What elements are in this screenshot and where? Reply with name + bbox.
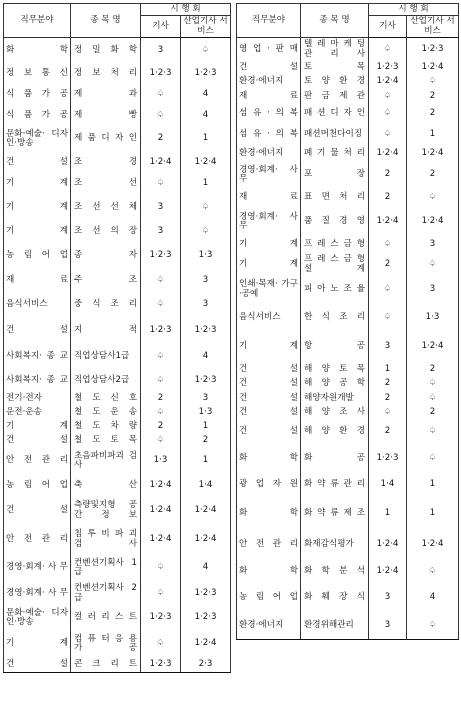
row-sanup: 1·2·4 (407, 332, 459, 363)
table-row (4, 525, 231, 555)
row-sanup: 2 (407, 406, 459, 420)
row-subject: 직업상담사2급 (71, 370, 141, 392)
row-sanup: 1 (181, 420, 231, 434)
table-row (4, 631, 231, 658)
row-gisa: 2 (369, 254, 407, 276)
row-gisa: 1·2·4 (141, 152, 181, 174)
table-row (4, 392, 231, 406)
row-field: 건 설 (237, 420, 301, 445)
row-sanup: 3 (181, 392, 231, 406)
row-subject: 화 약 류 관 리 (301, 473, 369, 498)
header-exam: 시 행 회 (369, 4, 459, 16)
row-gisa: 2 (369, 420, 407, 445)
row-subject: 초음파비파괴 검 사 (71, 448, 141, 475)
row-sanup: ♤ (407, 445, 459, 473)
row-subject: 제 빵 (71, 106, 141, 127)
row-gisa: 1 (369, 363, 407, 377)
row-field: 환경·에너지 (237, 612, 301, 640)
row-sanup: 1·4 (181, 475, 231, 497)
row-field: 안 전 관 리 (237, 531, 301, 559)
row-gisa: ♤ (141, 370, 181, 392)
row-field: 안 전 관 리 (4, 448, 71, 475)
table-row (237, 498, 459, 531)
row-gisa: ♤ (141, 106, 181, 127)
row-sanup: ♤ (407, 612, 459, 640)
right-exam-table (236, 3, 459, 640)
row-sanup: 1·2·4 (181, 631, 231, 658)
row-gisa: 1·2·3 (141, 658, 181, 673)
row-field: 농 림 어 업 (237, 585, 301, 612)
table-row (4, 497, 231, 525)
row-sanup: ♤ (181, 38, 231, 64)
row-field: 문화·예술· 디자인·방송 (4, 606, 71, 631)
row-gisa: 2 (369, 377, 407, 392)
table-row (4, 64, 231, 85)
row-sanup: 1·2·3 (181, 606, 231, 631)
row-sanup: 1·2·4 (181, 152, 231, 174)
row-sanup: ♤ (407, 559, 459, 585)
row-sanup: 1 (407, 473, 459, 498)
row-gisa: 2 (369, 188, 407, 209)
row-subject: 환경위해관리 (301, 612, 369, 640)
table-row (237, 236, 459, 254)
table-row (4, 174, 231, 195)
table-row (4, 420, 231, 434)
row-subject: 종 자 (71, 244, 141, 269)
row-field: 식 품 가 공 (4, 85, 71, 106)
table-row (4, 152, 231, 174)
table-row (4, 606, 231, 631)
row-gisa: ♤ (369, 236, 407, 254)
row-sanup: 2 (407, 90, 459, 104)
row-gisa: 3 (369, 332, 407, 363)
row-sanup: 1 (407, 125, 459, 146)
row-sanup: 1·2·3 (181, 64, 231, 85)
table-row (237, 75, 459, 90)
row-field: 건 설 (237, 363, 301, 377)
table-row (4, 555, 231, 582)
row-subject: 화 약 류 제 조 (301, 498, 369, 531)
header-field: 직무분야 (4, 4, 71, 38)
row-field: 건 설 (237, 392, 301, 406)
row-sanup: ♤ (407, 75, 459, 90)
table-row (237, 473, 459, 498)
row-gisa: ♤ (369, 406, 407, 420)
row-gisa: 1·2·3 (141, 244, 181, 269)
row-subject: 주 조 (71, 269, 141, 294)
row-field: 농 림 어 업 (4, 475, 71, 497)
row-gisa: 3 (141, 221, 181, 244)
row-sanup: 3 (181, 269, 231, 294)
row-sanup: 3 (181, 294, 231, 317)
row-sanup: 4 (181, 85, 231, 106)
row-subject: 콘 크 리 트 (71, 658, 141, 673)
row-sanup: 3 (407, 236, 459, 254)
row-gisa: ♤ (369, 104, 407, 125)
row-subject: 철 도 토 목 (71, 434, 141, 448)
row-subject: 해 양 공 학 (301, 377, 369, 392)
row-sanup: 1·2·4 (407, 146, 459, 163)
row-sanup: 2 (407, 163, 459, 188)
row-gisa: ♤ (369, 304, 407, 332)
table-row (237, 445, 459, 473)
row-field: 경영·회계· 사 무 (4, 555, 71, 582)
row-subject: 해 양 환 경 (301, 420, 369, 445)
row-subject: 정 보 처 리 (71, 64, 141, 85)
table-row (4, 582, 231, 606)
row-field: 기 계 (4, 174, 71, 195)
row-gisa: 1·2·4 (369, 146, 407, 163)
row-subject: 패 션 디 자 인 (301, 104, 369, 125)
row-field: 기 계 (4, 631, 71, 658)
row-subject: 해 양 토 목 (301, 363, 369, 377)
table-row (4, 38, 231, 64)
row-sanup: ♤ (407, 188, 459, 209)
table-row (4, 127, 231, 152)
row-gisa: 1·2·4 (141, 525, 181, 555)
row-subject: 지 적 (71, 317, 141, 345)
table-row (237, 276, 459, 304)
header-subject: 종 목 명 (301, 4, 369, 38)
row-subject: 정 밀 화 학 (71, 38, 141, 64)
row-gisa: ♤ (369, 125, 407, 146)
row-sanup: 1·2·4 (407, 209, 459, 236)
row-gisa: ♤ (141, 406, 181, 420)
row-gisa: 1·2·4 (369, 209, 407, 236)
row-field: 기 계 (4, 420, 71, 434)
row-sanup: 4 (181, 555, 231, 582)
row-sanup: 1·2·3 (407, 38, 459, 62)
row-sanup: 2 (407, 363, 459, 377)
row-field: 문화·예술· 디자인·방송 (4, 127, 71, 152)
table-row (237, 62, 459, 75)
table-row (4, 434, 231, 448)
table-row (237, 163, 459, 188)
table-row (237, 406, 459, 420)
row-subject: 화 공 (301, 445, 369, 473)
row-field: 인쇄·목재· 가구·공예 (237, 276, 301, 304)
row-sanup: 1·2·4 (407, 531, 459, 559)
row-subject: 화 훼 장 식 (301, 585, 369, 612)
row-gisa: ♤ (141, 345, 181, 370)
row-field: 사회복지· 종 교 (4, 370, 71, 392)
row-subject: 토 목 (301, 62, 369, 75)
row-subject: 침 투 비 파 괴 검 사 (71, 525, 141, 555)
row-sanup: 1·3 (181, 244, 231, 269)
row-subject: 조 선 선 체 (71, 195, 141, 221)
table-row (237, 612, 459, 640)
row-field: 섬 유 · 의 복 (237, 104, 301, 125)
table-row (4, 317, 231, 345)
row-sanup: 1·3 (181, 406, 231, 420)
table-row (4, 195, 231, 221)
row-subject: 프 레 스 금 형 설 계 (301, 254, 369, 276)
row-sanup: 4 (181, 106, 231, 127)
row-gisa: 1·4 (369, 473, 407, 498)
table-row (237, 531, 459, 559)
row-subject: 제 품 디 자 인 (71, 127, 141, 152)
header-subject: 종 목 명 (71, 4, 141, 38)
table-row (237, 38, 459, 62)
row-gisa: 1·2·3 (369, 62, 407, 75)
row-subject: 품 질 경 영 (301, 209, 369, 236)
row-field: 기 계 (4, 221, 71, 244)
row-gisa: ♤ (141, 85, 181, 106)
row-subject: 중 식 조 리 (71, 294, 141, 317)
row-subject: 해 양 조 사 (301, 406, 369, 420)
table-row (4, 294, 231, 317)
row-gisa: ♤ (141, 174, 181, 195)
row-field: 화 학 (4, 38, 71, 64)
row-subject: 피 아 노 조 율 (301, 276, 369, 304)
row-field: 광 업 자 원 (237, 473, 301, 498)
row-field: 기 계 (237, 236, 301, 254)
row-gisa: 1·2·4 (369, 559, 407, 585)
row-field: 식 품 가 공 (4, 106, 71, 127)
row-sanup: 4 (181, 345, 231, 370)
row-gisa: ♤ (141, 294, 181, 317)
row-field: 경영·회계· 사 무 (4, 582, 71, 606)
row-sanup: 1 (181, 174, 231, 195)
table-row (237, 332, 459, 363)
table-row (4, 269, 231, 294)
row-gisa: ♤ (141, 582, 181, 606)
header-sanup: 산업기사 서비스 (181, 16, 231, 38)
header-gisa: 기사 (369, 16, 407, 38)
row-field: 음식서비스 (4, 294, 71, 317)
row-gisa: 3 (369, 612, 407, 640)
row-gisa: 2 (369, 392, 407, 406)
row-gisa: 1·3 (141, 448, 181, 475)
row-field: 건 설 (4, 434, 71, 448)
row-field: 경영·회계· 사 무 (237, 209, 301, 236)
table-row (4, 406, 231, 420)
row-sanup: 1 (181, 448, 231, 475)
row-gisa: 3 (369, 585, 407, 612)
row-subject: 측량및지형 공 간 정 보 (71, 497, 141, 525)
table-row (4, 658, 231, 673)
row-sanup: ♤ (407, 377, 459, 392)
table-row (237, 125, 459, 146)
row-field: 안 전 관 리 (4, 525, 71, 555)
row-field: 전기·전자 (4, 392, 71, 406)
row-field: 화 학 (237, 445, 301, 473)
row-gisa: ♤ (369, 38, 407, 62)
row-subject: 조 경 (71, 152, 141, 174)
row-subject: 축 산 (71, 475, 141, 497)
row-gisa: 1 (369, 498, 407, 531)
row-field: 재 료 (237, 188, 301, 209)
header-gisa: 기사 (141, 16, 181, 38)
row-subject: 화 학 분 석 (301, 559, 369, 585)
table-row (237, 392, 459, 406)
row-subject: 해양자원개발 (301, 392, 369, 406)
row-field: 건 설 (4, 152, 71, 174)
row-sanup: ♤ (181, 221, 231, 244)
row-gisa: ♤ (141, 434, 181, 448)
row-field: 기 계 (237, 254, 301, 276)
row-sanup: 1·2·3 (181, 370, 231, 392)
table-row (4, 85, 231, 106)
row-field: 건 설 (4, 658, 71, 673)
row-gisa: 1·2·3 (141, 64, 181, 85)
row-subject: 철 도 차 량 (71, 420, 141, 434)
row-gisa: 1·2·4 (369, 531, 407, 559)
row-field: 건 설 (237, 377, 301, 392)
row-gisa: ♤ (369, 90, 407, 104)
row-sanup: 1·3 (407, 304, 459, 332)
row-subject: 철 도 운 송 (71, 406, 141, 420)
row-subject: 한 식 조 리 (301, 304, 369, 332)
table-row (237, 304, 459, 332)
row-subject: 포 장 (301, 163, 369, 188)
row-sanup: 4 (407, 585, 459, 612)
row-sanup: 1·2·3 (181, 317, 231, 345)
row-sanup: ♤ (181, 195, 231, 221)
table-row (4, 448, 231, 475)
row-sanup: ♤ (407, 420, 459, 445)
row-gisa: 3 (141, 38, 181, 64)
left-exam-table (3, 3, 231, 673)
header-sanup: 산업기사 서비스 (407, 16, 459, 38)
row-field: 농 림 어 업 (4, 244, 71, 269)
header-field: 직무분야 (237, 4, 301, 38)
row-subject: 패션머천다이징 (301, 125, 369, 146)
row-subject: 컨벤션기획사 2 급 (71, 582, 141, 606)
row-field: 기 계 (237, 332, 301, 363)
row-sanup: 1·2·4 (407, 62, 459, 75)
table-row (4, 345, 231, 370)
row-subject: 컨벤션기획사 1 급 (71, 555, 141, 582)
row-gisa: 2 (369, 163, 407, 188)
row-field: 재 료 (4, 269, 71, 294)
row-sanup: 2 (181, 434, 231, 448)
row-gisa: 1·2·3 (141, 606, 181, 631)
table-row (237, 254, 459, 276)
row-subject: 조 선 의 장 (71, 221, 141, 244)
row-subject: 철 도 신 호 (71, 392, 141, 406)
table-row (4, 244, 231, 269)
row-field: 정 보 통 신 (4, 64, 71, 85)
row-gisa: 1·2·4 (141, 475, 181, 497)
row-field: 사회복지· 종 교 (4, 345, 71, 370)
table-row (237, 209, 459, 236)
row-subject: 텔 레 마 케 팅 관 리 사 (301, 38, 369, 62)
table-row (237, 559, 459, 585)
row-field: 기 계 (4, 195, 71, 221)
table-row (237, 585, 459, 612)
row-gisa: 2 (141, 392, 181, 406)
row-field: 운전·운송 (4, 406, 71, 420)
table-row (237, 377, 459, 392)
row-gisa: 2 (141, 127, 181, 152)
row-subject: 조 선 (71, 174, 141, 195)
row-subject: 화재감식평가 (301, 531, 369, 559)
row-gisa: ♤ (141, 631, 181, 658)
row-field: 환경·에너지 (237, 146, 301, 163)
row-field: 음식서비스 (237, 304, 301, 332)
row-subject: 제 과 (71, 85, 141, 106)
header-exam: 시 행 회 (141, 4, 231, 16)
table-row (4, 221, 231, 244)
table-row (4, 475, 231, 497)
row-sanup: 2·3 (181, 658, 231, 673)
row-subject: 토 양 환 경 (301, 75, 369, 90)
row-subject: 컬 러 리 스 트 (71, 606, 141, 631)
row-sanup: 1·2·3 (181, 582, 231, 606)
row-gisa: 2 (141, 420, 181, 434)
row-gisa: 1·2·4 (369, 75, 407, 90)
row-gisa: 1·2·3 (369, 445, 407, 473)
row-gisa: 1·2·3 (141, 317, 181, 345)
table-row (237, 363, 459, 377)
row-sanup: 1 (407, 498, 459, 531)
row-field: 건 설 (237, 62, 301, 75)
row-sanup: 1 (181, 127, 231, 152)
table-row (237, 188, 459, 209)
row-field: 건 설 (4, 317, 71, 345)
row-sanup: 1·2·4 (181, 525, 231, 555)
table-row (237, 90, 459, 104)
row-gisa: 3 (141, 195, 181, 221)
row-sanup: 2 (407, 104, 459, 125)
row-sanup: ♤ (407, 254, 459, 276)
row-field: 섬 유 · 의 복 (237, 125, 301, 146)
row-field: 건 설 (237, 406, 301, 420)
row-sanup: 1·2·4 (181, 497, 231, 525)
row-subject: 표 면 처 리 (301, 188, 369, 209)
row-subject: 프 레 스 금 형 (301, 236, 369, 254)
row-field: 건 설 (4, 497, 71, 525)
table-row (237, 146, 459, 163)
row-field: 재 료 (237, 90, 301, 104)
table-row (4, 370, 231, 392)
row-subject: 컴 퓨 터 응 용 가 공 (71, 631, 141, 658)
row-field: 화 학 (237, 559, 301, 585)
row-sanup: ♤ (407, 392, 459, 406)
row-field: 화 학 (237, 498, 301, 531)
row-field: 환경·에너지 (237, 75, 301, 90)
row-gisa: ♤ (141, 555, 181, 582)
row-sanup: 3 (407, 276, 459, 304)
row-subject: 판 금 제 관 (301, 90, 369, 104)
table-row (237, 420, 459, 445)
table-row (4, 106, 231, 127)
row-gisa: ♤ (369, 276, 407, 304)
row-field: 경영·회계· 사 무 (237, 163, 301, 188)
table-row (237, 104, 459, 125)
row-subject: 폐 기 물 처 리 (301, 146, 369, 163)
row-field: 영 업 · 판 매 (237, 38, 301, 62)
row-gisa: 1·2·4 (141, 497, 181, 525)
row-subject: 직업상담사1급 (71, 345, 141, 370)
row-subject: 항 공 (301, 332, 369, 363)
row-gisa: ♤ (141, 269, 181, 294)
